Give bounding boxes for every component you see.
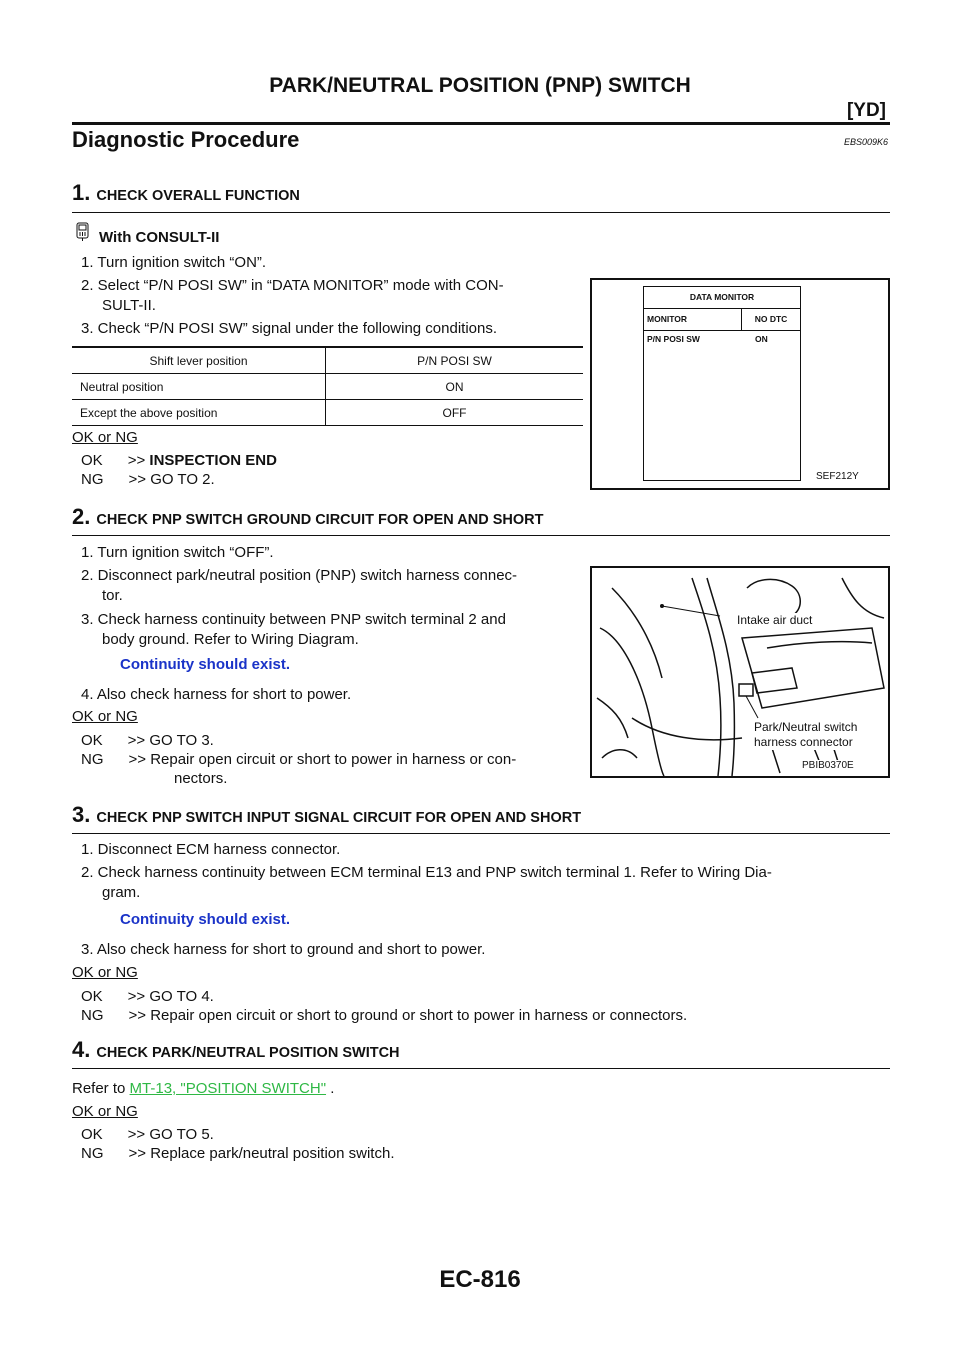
table-row — [72, 400, 583, 426]
step-4-rule — [72, 1068, 890, 1069]
step-1-item-2-cont: SULT-II. — [102, 297, 156, 314]
step-2-ok-line: OK >> GO TO 3. — [81, 732, 214, 749]
step-2-rule — [72, 535, 890, 536]
step-2-ok-ng: OK or NG — [72, 708, 138, 725]
step-4-ok-ng: OK or NG — [72, 1103, 138, 1120]
step-3-spec: Continuity should exist. — [120, 911, 291, 928]
step-2-item-3: 3. Check harness continuity between PNP switch terminal 2 and — [81, 611, 506, 628]
ok-label: OK — [81, 452, 103, 469]
step-3-ok-line: OK >> GO TO 4. — [81, 988, 214, 1005]
page-header-title: PARK/NEUTRAL POSITION (PNP) SWITCH — [269, 74, 691, 97]
refer-suffix: . — [326, 1080, 335, 1097]
step-2-item-2-cont: tor. — [102, 587, 123, 604]
step-4-refer — [72, 1079, 334, 1099]
step-1-number: 1. — [72, 180, 91, 205]
table-cell: Neutral position — [72, 374, 326, 400]
ng-label: NG — [81, 471, 104, 488]
callout-pnp-connector — [752, 720, 859, 750]
figure-1-id: SEF212Y — [816, 471, 859, 482]
step-1-rule — [72, 212, 890, 213]
step-3-number: 3. — [72, 802, 91, 827]
conditions-table — [72, 346, 583, 426]
table-header-cell: P/N POSI SW — [326, 347, 584, 374]
step-2-heading — [72, 504, 543, 530]
step-4-title: CHECK PARK/NEUTRAL POSITION SWITCH — [96, 1045, 400, 1061]
step-2-item-4: 4. Also check harness for short to power. — [81, 686, 352, 703]
table-header-row — [72, 347, 583, 374]
position-switch-link[interactable]: MT-13, "POSITION SWITCH" — [129, 1080, 327, 1097]
callout-intake-air-duct: Intake air duct — [737, 613, 813, 627]
step-2-item-1: 1. Turn ignition switch “OFF”. — [81, 544, 274, 561]
figure-2-id: PBIB0370E — [802, 760, 854, 771]
step-4-ok-line: OK >> GO TO 5. — [81, 1126, 214, 1143]
table-row — [72, 374, 583, 400]
table-cell: OFF — [326, 400, 584, 426]
header-rule — [72, 122, 890, 125]
monitor-item: P/N POSI SW — [647, 334, 700, 344]
consult-icon — [75, 222, 91, 247]
step-1-item-1: 1. Turn ignition switch “ON”. — [81, 254, 267, 271]
step-1-heading — [72, 180, 300, 206]
table-cell: Except the above position — [72, 400, 326, 426]
step-1-ok-line — [81, 451, 277, 471]
step-2-spec: Continuity should exist. — [120, 656, 291, 673]
step-3-heading — [72, 802, 581, 828]
table-header-cell: Shift lever position — [72, 347, 326, 374]
step-2-title: CHECK PNP SWITCH GROUND CIRCUIT FOR OPEN AND SHORT — [96, 512, 544, 528]
step-3-ng-line: NG >> Repair open circuit or short to ground or short to power in harness or connectors. — [81, 1007, 688, 1024]
step-1-ng-line — [81, 470, 215, 490]
step-2-number: 2. — [72, 504, 91, 529]
monitor-value: ON — [755, 334, 768, 344]
step-3-title: CHECK PNP SWITCH INPUT SIGNAL CIRCUIT FOR OPEN AND SHORT — [96, 810, 582, 826]
monitor-header-row — [644, 309, 800, 331]
engine-tag: [YD] — [846, 100, 886, 121]
ok-result: INSPECTION END — [149, 452, 277, 469]
step-1-item-2: 2. Select “P/N POSI SW” in “DATA MONITOR” mode with CON- — [81, 277, 504, 294]
section-code: EBS009K6 — [843, 137, 888, 147]
step-3-item-2: 2. Check harness continuity between ECM terminal E13 and PNP switch terminal 1. Refer to Wiring Dia- — [81, 864, 772, 881]
step-3-item-3: 3. Also check harness for short to ground and short to power. — [81, 941, 486, 958]
step-2-item-3-cont: body ground. Refer to Wiring Diagram. — [102, 631, 359, 648]
step-1-title: CHECK OVERALL FUNCTION — [96, 188, 300, 204]
ok-arrow: >> — [127, 452, 146, 469]
callout-line-1: Park/Neutral switch — [754, 720, 858, 734]
consult-mode-label: With CONSULT-II — [99, 229, 220, 246]
step-2-item-2: 2. Disconnect park/neutral position (PNP) switch harness connec- — [81, 567, 518, 584]
monitor-item-row — [644, 331, 800, 347]
monitor-screen — [643, 286, 801, 481]
monitor-title: DATA MONITOR — [644, 287, 800, 309]
refer-prefix: Refer to — [72, 1080, 130, 1097]
step-3-item-2-cont: gram. — [102, 884, 141, 901]
step-3-ok-ng: OK or NG — [72, 964, 138, 981]
step-4-number: 4. — [72, 1037, 91, 1062]
step-1-ok-ng: OK or NG — [72, 429, 138, 446]
step-4-ng-line: NG >> Replace park/neutral position switch. — [81, 1145, 395, 1162]
table-cell: ON — [326, 374, 584, 400]
step-2-ng-line: NG >> Repair open circuit or short to power in harness or con- — [81, 751, 517, 768]
step-3-item-1: 1. Disconnect ECM harness connector. — [81, 841, 341, 858]
page-number: EC-816 — [439, 1266, 521, 1293]
step-3-rule — [72, 833, 890, 834]
monitor-no-dtc: NO DTC — [754, 314, 788, 324]
section-title: Diagnostic Procedure — [72, 127, 300, 152]
step-2-ng-line-cont: nectors. — [174, 770, 228, 787]
callout-line-2: harness connector — [754, 735, 853, 749]
step-1-item-3: 3. Check “P/N POSI SW” signal under the following conditions. — [81, 320, 498, 337]
monitor-label: MONITOR — [644, 309, 742, 330]
ng-result: >> GO TO 2. — [128, 471, 215, 488]
step-4-heading — [72, 1037, 400, 1063]
